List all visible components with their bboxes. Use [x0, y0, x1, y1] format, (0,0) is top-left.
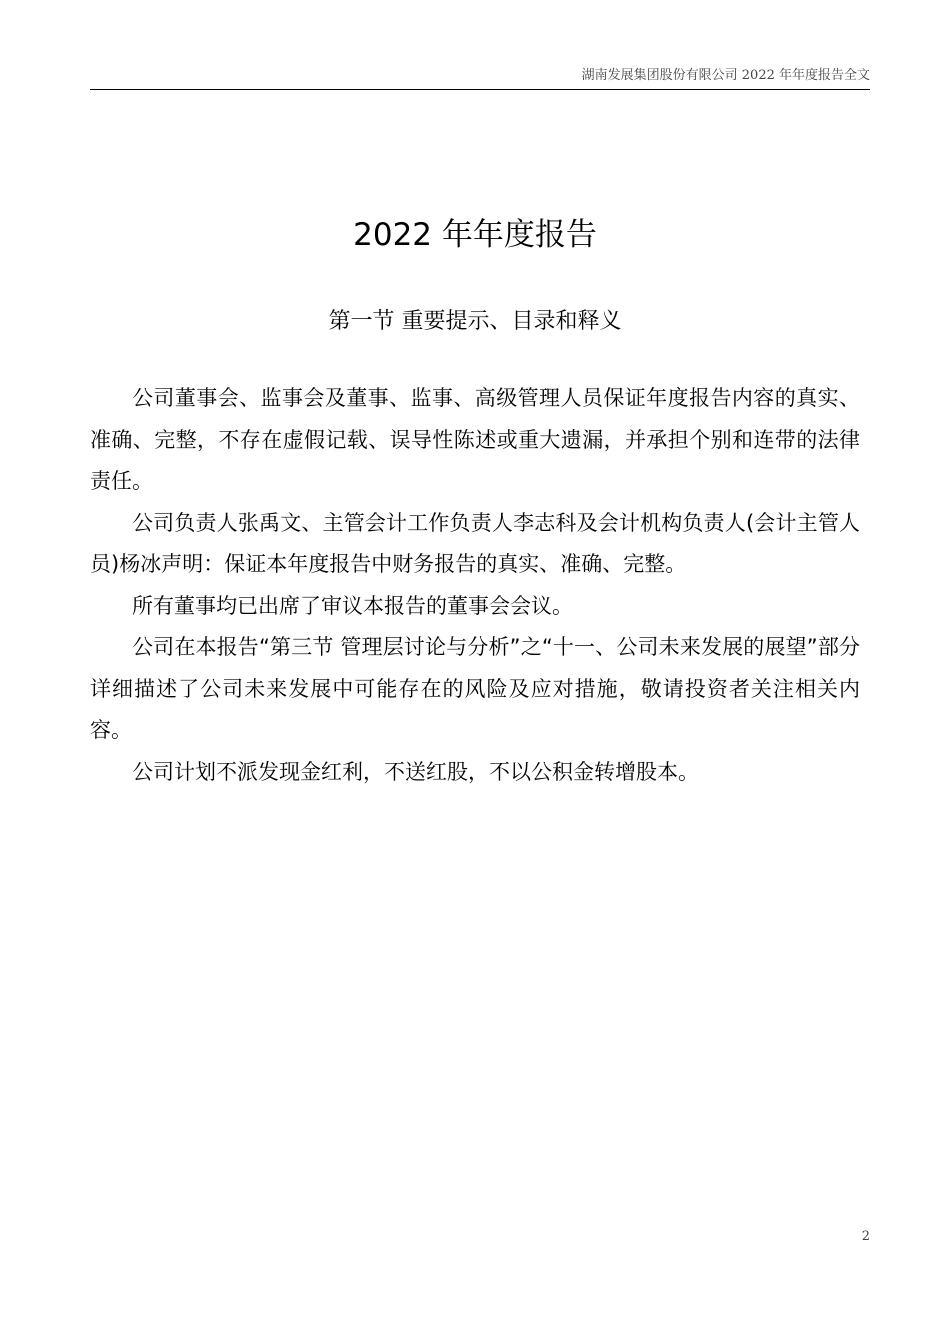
body-text [90, 378, 860, 793]
paragraph-board-responsibility: 公司董事会、监事会及董事、监事、高级管理人员保证年度报告内容的真实、准确、完整，不存在虚假记载、误导性陈述或重大遗漏，并承担个别和连带的法律责任。 [90, 386, 860, 493]
paragraph-dividend-plan: 公司计划不派发现金红利，不送红股，不以公积金转增股本。 [132, 759, 699, 784]
page-header [90, 68, 870, 90]
document-title: 2022 年年度报告 [353, 217, 597, 253]
header-company-report-title: 湖南发展集团股份有限公司 2022 年年度报告全文 [581, 68, 870, 83]
paragraph-risk-notice: 公司在本报告“第三节 管理层讨论与分析”之“十一、公司未来发展的展望”部分详细描述了公司未来发展中可能存在的风险及应对措施，敬请投资者关注相关内容。 [90, 635, 860, 742]
section-title: 第一节 重要提示、目录和释义 [328, 309, 622, 334]
page-number: 2 [861, 1229, 870, 1244]
paragraph-board-attendance: 所有董事均已出席了审议本报告的董事会会议。 [132, 593, 573, 618]
paragraph-financial-statement: 公司负责人张禹文、主管会计工作负责人李志科及会计机构负责人(会计主管人员)杨冰声明：保证本年度报告中财务报告的真实、准确、完整。 [90, 510, 860, 576]
